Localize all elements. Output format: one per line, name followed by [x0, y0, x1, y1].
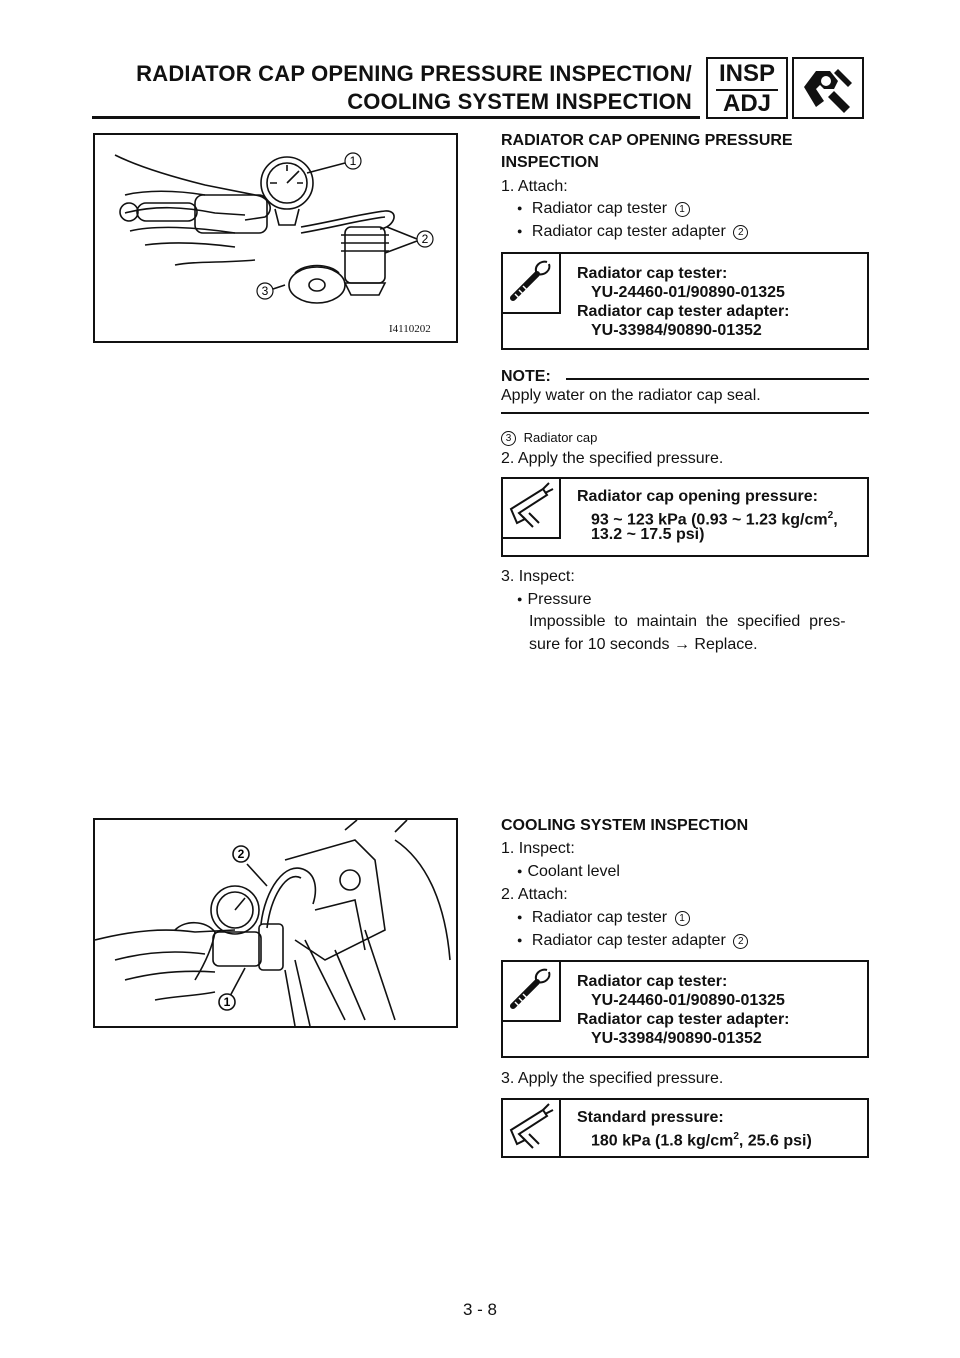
note-bottom-rule [501, 412, 869, 414]
section1-step3-detail-line1: Impossible to maintain the specified pres- [529, 613, 846, 630]
section2-step2-item2: ● Radiator cap tester adapter 2 [517, 930, 748, 953]
special-tool-icon [503, 962, 561, 1022]
figure1-callout-2: 2 [421, 232, 429, 246]
legend-callout-3: 3 [501, 431, 516, 446]
insp-adj-badge [706, 57, 788, 119]
section1-title-line1: RADIATOR CAP OPENING PRESSURE [501, 132, 793, 149]
ref-callout-2: 2 [733, 934, 748, 949]
ref-callout-2: 2 [733, 225, 748, 240]
tool2-line3: Radiator cap tester adapter: [577, 1011, 790, 1028]
figure2-callout-1: 1 [223, 995, 231, 1009]
section2-step2-item1: ● Radiator cap tester 1 [517, 907, 690, 930]
tool1-line2: YU-24460-01/90890-01325 [591, 284, 785, 301]
section1-step2: 2. Apply the specified pressure. [501, 450, 724, 467]
section1-step1-item2: ● Radiator cap tester adapter 2 [517, 221, 748, 244]
caliper-spec-icon [503, 1100, 561, 1156]
spec1-line2: 93 ~ 123 kPa (0.93 ~ 1.23 $kg/cm^2$, [591, 510, 838, 529]
section1-step1-item1: ● Radiator cap tester 1 [517, 198, 690, 221]
spec2-line1: Standard pressure: [577, 1109, 724, 1126]
header-title-line2: COOLING SYSTEM INSPECTION [347, 89, 692, 114]
tool1-line4: YU-33984/90890-01352 [591, 322, 762, 339]
caliper-spec-icon [503, 479, 561, 539]
figure1-code: I4110202 [389, 323, 431, 335]
ref-callout-1: 1 [675, 911, 690, 926]
figure1-callout-1: 1 [349, 154, 357, 168]
radiator-cap-tester-illustration [95, 135, 456, 341]
figure-radiator-cap-tester [93, 133, 458, 343]
spec1-line1: Radiator cap opening pressure: [577, 488, 818, 505]
figure-cooling-system-test [93, 818, 458, 1028]
tool2-line2: YU-24460-01/90890-01325 [591, 992, 785, 1009]
tool1-line3: Radiator cap tester adapter: [577, 303, 790, 320]
page-number: 3 - 8 [462, 1300, 498, 1319]
legend-radiator-cap: 3 Radiator cap [501, 427, 597, 449]
tool2-line4: YU-33984/90890-01352 [591, 1030, 762, 1047]
spec2-line2: 180 kPa (1.8 $kg/cm^2$, 25.6 psi) [591, 1131, 812, 1150]
note-top-rule [566, 378, 869, 380]
tool1-line1: Radiator cap tester: [577, 265, 728, 282]
section2-step2: 2. Attach: [501, 886, 568, 903]
section1-step1: 1. Attach: [501, 178, 568, 195]
section2-step3: 3. Apply the specified pressure. [501, 1070, 724, 1087]
note-label: NOTE: [501, 368, 551, 385]
badge-bottom-text: ADJ [722, 90, 771, 117]
section1-step3: 3. Inspect: [501, 568, 575, 585]
figure2-callout-2: 2 [237, 847, 245, 861]
header-title-line1: RADIATOR CAP OPENING PRESSURE INSPECTION/ [136, 61, 692, 86]
section2-step1: 1. Inspect: [501, 840, 575, 857]
badge-top-text: INSP [718, 60, 775, 87]
spec1-line3: 13.2 ~ 17.5 psi) [591, 526, 705, 543]
special-tool-icon [503, 254, 561, 314]
tool2-line1: Radiator cap tester: [577, 973, 728, 990]
section1-step3-item: ● Pressure [517, 589, 591, 612]
ref-callout-1: 1 [675, 202, 690, 217]
section1-step3-detail-line2: sure for 10 seconds → Replace. [529, 636, 758, 653]
cooling-system-test-illustration [95, 820, 456, 1026]
section2-step1-item: ● Coolant level [517, 861, 620, 884]
figure1-callout-3: 3 [261, 284, 269, 298]
spec-box-2 [501, 1098, 869, 1158]
page-header-title [72, 60, 692, 116]
wrench-tool-icon [792, 57, 864, 119]
section1-title-line2: INSPECTION [501, 154, 599, 171]
note-text: Apply water on the radiator cap seal. [501, 387, 761, 404]
special-tool-box-2 [501, 960, 869, 1058]
special-tool-box-1 [501, 252, 869, 350]
header-rule [92, 116, 700, 119]
section2-title: COOLING SYSTEM INSPECTION [501, 817, 749, 834]
spec-box-1 [501, 477, 869, 557]
